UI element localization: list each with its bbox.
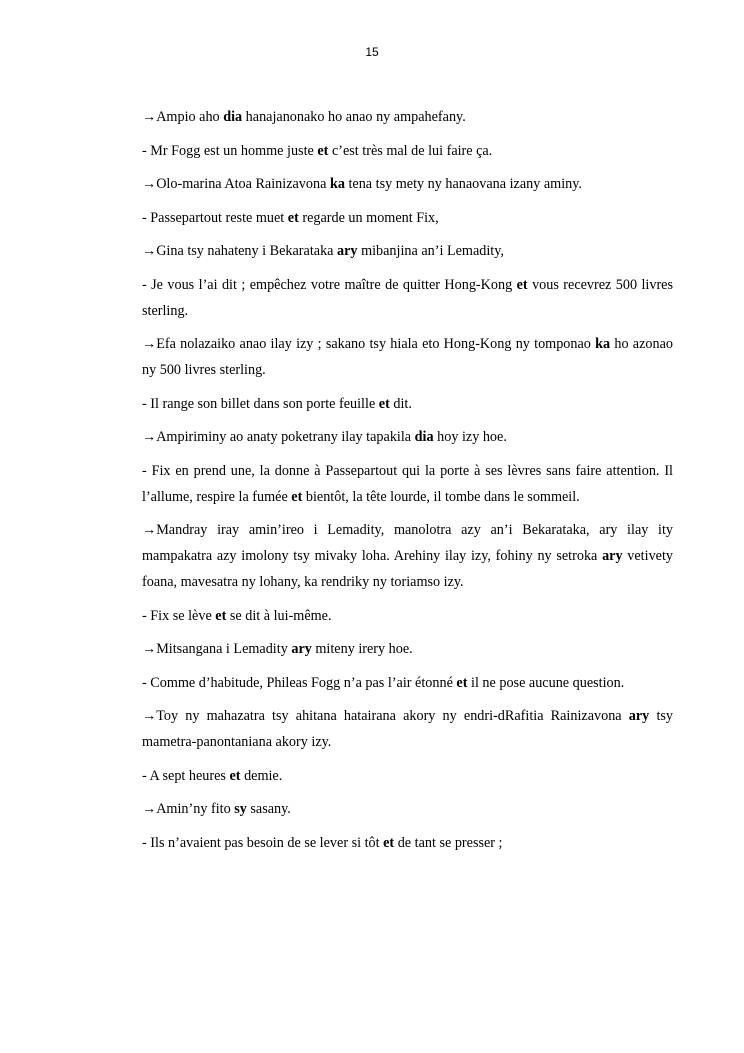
paragraph-text: miteny irery hoe. <box>311 641 413 657</box>
paragraph <box>142 703 673 755</box>
paragraph <box>142 205 673 231</box>
paragraph <box>142 796 673 822</box>
paragraph <box>142 424 673 450</box>
paragraph-text: - Ils n’avaient pas besoin de se lever si tôt <box>142 834 384 851</box>
paragraph-text: - Passepartout reste muet <box>142 209 288 226</box>
paragraph <box>142 391 673 417</box>
paragraph <box>142 670 673 696</box>
paragraph-text: hanajanonako ho anao ny ampahefany. <box>242 109 466 125</box>
conjunction-highlight: et <box>287 209 299 226</box>
conjunction-highlight: dia <box>223 109 243 125</box>
paragraph-text: se dit à lui-même. <box>226 607 332 624</box>
page-number: 15 <box>365 45 379 59</box>
conjunction-highlight: dia <box>414 429 434 445</box>
document-body <box>142 104 673 863</box>
conjunction-highlight: et <box>229 767 241 784</box>
paragraph <box>142 458 673 510</box>
paragraph-text: - Comme d’habitude, Phileas Fogg n’a pas l’air étonné <box>142 674 457 691</box>
conjunction-highlight: et <box>291 488 303 505</box>
paragraph-text: hoy izy hoe. <box>433 429 507 445</box>
conjunction-highlight: ka <box>595 336 611 352</box>
paragraph <box>142 830 673 856</box>
paragraph-text: bientôt, la tête lourde, il tombe dans le sommeil. <box>302 488 580 505</box>
paragraph-text: tsy mametra-panontaniana akory izy. <box>142 708 673 750</box>
paragraph <box>142 517 673 595</box>
paragraph-text: vous recevrez 500 livres sterling. <box>142 276 673 319</box>
paragraph <box>142 636 673 662</box>
conjunction-highlight: et <box>378 395 390 412</box>
paragraph <box>142 763 673 789</box>
conjunction-highlight: ary <box>602 548 623 564</box>
conjunction-highlight: ka <box>329 176 345 192</box>
paragraph-text: - Fix se lève <box>142 607 216 624</box>
paragraph-text: - Mr Fogg est un homme juste <box>142 142 318 159</box>
paragraph-text: →Mitsangana i Lemadity <box>142 641 292 657</box>
paragraph <box>142 331 673 383</box>
conjunction-highlight: et <box>317 142 329 159</box>
paragraph-text: →Olo-marina Atoa Rainizavona <box>142 176 330 192</box>
paragraph-text: vetivety foana, mavesatra ny lohany, ka rendriky ny toriamso izy. <box>142 548 673 590</box>
paragraph <box>142 272 673 324</box>
paragraph-text: →Mandray iray amin’ireo i Lemadity, manolotra azy an’i Bekarataka, ary ilay ity mampakatra azy imolony tsy mivaky loha. Arehiny ilay izy, fohiny ny setroka <box>142 522 673 564</box>
conjunction-highlight: et <box>516 276 528 293</box>
conjunction-highlight: et <box>215 607 227 624</box>
paragraph-text: sasany. <box>246 801 291 817</box>
conjunction-highlight: ary <box>628 708 650 724</box>
conjunction-highlight: ary <box>291 641 312 657</box>
paragraph <box>142 238 673 264</box>
paragraph <box>142 603 673 629</box>
conjunction-highlight: et <box>456 674 468 691</box>
paragraph-text: - A sept heures <box>142 767 230 784</box>
paragraph-text: tena tsy mety ny hanaovana izany aminy. <box>344 176 582 192</box>
paragraph-text: - Il range son billet dans son porte feuille <box>142 395 379 412</box>
paragraph-text: →Gina tsy nahateny i Bekarataka <box>142 243 338 259</box>
paragraph-text: →Ampio aho <box>142 109 224 125</box>
conjunction-highlight: et <box>383 834 395 851</box>
paragraph-text: dit. <box>389 395 412 412</box>
paragraph-text: →Ampiriminy ao anaty poketrany ilay tapakila <box>142 429 415 445</box>
paragraph-text: - Je vous l’ai dit ; empêchez votre maître de quitter Hong-Kong <box>142 276 517 293</box>
paragraph <box>142 138 673 164</box>
paragraph-text: il ne pose aucune question. <box>467 674 625 691</box>
paragraph-text: demie. <box>240 767 283 784</box>
paragraph-text: de tant se presser ; <box>394 834 503 851</box>
paragraph-text: c’est très mal de lui faire ça. <box>328 142 493 159</box>
paragraph-text: →Toy ny mahazatra tsy ahitana hatairana akory ny endri-dRafitia Rainizavona <box>142 708 629 724</box>
conjunction-highlight: sy <box>234 801 247 817</box>
paragraph-text: regarde un moment Fix, <box>298 209 439 226</box>
paragraph-text: ho azonao ny 500 livres sterling. <box>142 336 673 378</box>
paragraph <box>142 104 673 130</box>
paragraph-text: mibanjina an’i Lemadity, <box>357 243 504 259</box>
paragraph <box>142 171 673 197</box>
paragraph-text: - Fix en prend une, la donne à Passepartout qui la porte à ses lèvres sans faire attention. Il l’allume, respire la fumée <box>142 462 673 505</box>
paragraph-text: →Efa nolazaiko anao ilay izy ; sakano tsy hiala eto Hong-Kong ny tomponao <box>142 336 596 352</box>
conjunction-highlight: ary <box>337 243 358 259</box>
paragraph-text: →Amin’ny fito <box>142 801 235 817</box>
